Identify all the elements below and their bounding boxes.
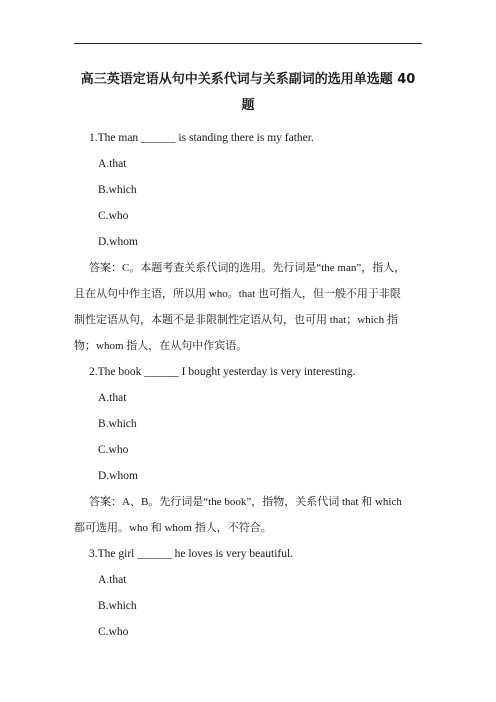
question-1-answer-line: 答案：C。本题考查关系代词的选用。先行词是“the man”，指人， [89,262,406,274]
question-2-option-c: C.who [98,444,129,456]
question-2-answer-line: 都可选用。who 和 whom 指人，不符合。 [74,522,272,534]
question-3-option-c: C.who [98,626,129,638]
question-2-option-b: B.which [98,418,137,430]
question-1-option-d: D.whom [98,236,138,248]
question-2-stem: 2.The book ______ I bought yesterday is very interesting. [89,366,356,378]
document-title: 高三英语定语从句中关系代词与关系副词的选用单选题 40 [80,72,416,87]
question-3-option-b: B.which [98,600,137,612]
document-title-continued: 题 [241,98,255,113]
question-3-stem: 3.The girl ______ he loves is very beautiful. [89,548,294,560]
question-2-option-d: D.whom [98,470,138,482]
question-1-stem: 1.The man ______ is standing there is my father. [89,132,314,144]
question-1-option-b: B.which [98,184,137,196]
question-1-answer-line: 物；whom 指人，在从句中作宾语。 [74,340,248,352]
header-rule [74,43,422,44]
question-1-answer-line: 制性定语从句，本题不是非限制性定语从句，也可用 that；which 指 [74,314,398,326]
question-2-answer-line: 答案：A、B。先行词是“the book”，指物，关系代词 that 和 which [89,496,402,508]
question-2-option-a: A.that [98,392,127,404]
question-1-option-a: A.that [98,158,127,170]
question-1-option-c: C.who [98,210,129,222]
question-1-answer-line: 且在从句中作主语，所以用 who。that 也可指人，但一般不用于非限 [74,288,401,300]
question-3-option-a: A.that [98,574,127,586]
